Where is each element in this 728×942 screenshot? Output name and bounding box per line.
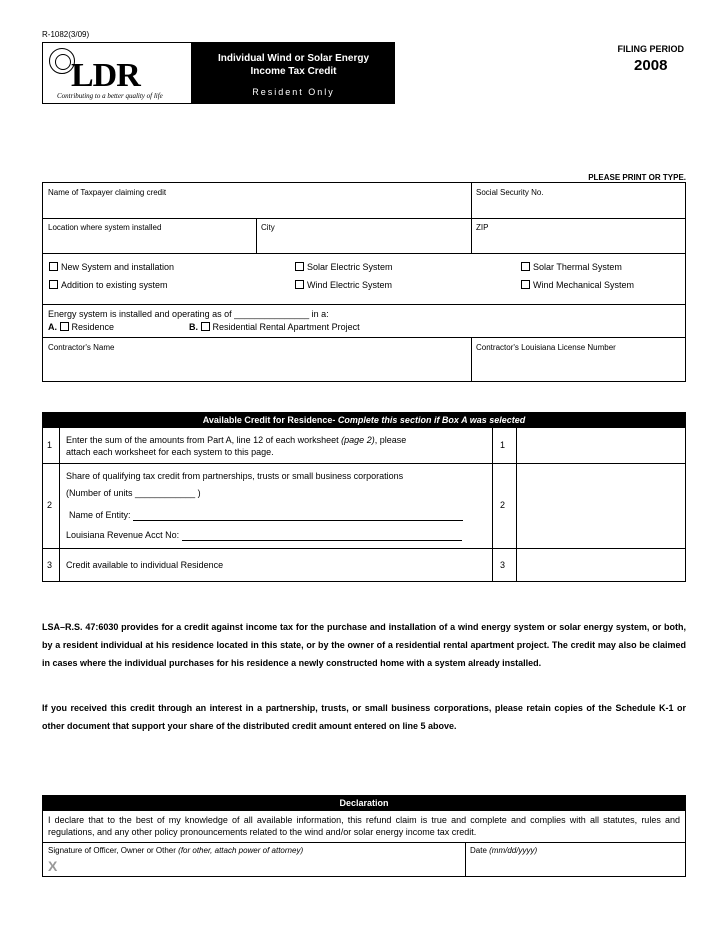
filing-period — [617, 44, 684, 74]
filing-period-label: FILING PERIOD — [617, 44, 684, 54]
box-b-checkbox[interactable] — [201, 322, 210, 331]
box-b-option[interactable]: B. Residential Rental Apartment Project — [189, 322, 360, 332]
form-title-line2: Income Tax Credit — [250, 66, 337, 77]
taxpayer-info-block — [42, 182, 686, 382]
line1-amount-field[interactable] — [517, 429, 683, 462]
new-system-checkbox[interactable] — [49, 262, 58, 271]
solar-electric-option[interactable]: Solar Electric System — [295, 262, 393, 272]
legal-paragraph-2: If you received this credit through an interest in a partnership, trusts, or small business corporations, please retain copies of the Schedule K-1 or other document that support your share of the distributed credit amount entered on line 5 above. — [42, 703, 686, 731]
legal-paragraph-1: LSA–R.S. 47:6030 provides for a credit against income tax for the purchase and installation of a wind energy system or solar energy system, or both, by a resident individual at his residence located in this state, or by the owner of a residential rental apartment project. The credit may also be claimed in cases where the individual purchases for his residence a newly constructed home with a system already installed. — [42, 622, 686, 668]
line3-amount-field[interactable] — [517, 549, 683, 581]
line2-acct: Louisiana Revenue Acct No: — [66, 530, 462, 541]
entity-name-field[interactable] — [133, 510, 463, 521]
declaration-block — [42, 811, 686, 877]
solar-electric-checkbox[interactable] — [295, 262, 304, 271]
sign-here-mark: X — [48, 858, 58, 874]
wind-electric-checkbox[interactable] — [295, 280, 304, 289]
logo-letters: LDR — [71, 57, 140, 94]
wind-electric-option[interactable]: Wind Electric System — [295, 280, 392, 290]
line3-description: Credit available to individual Residence — [66, 560, 224, 570]
addition-option[interactable]: Addition to existing system — [49, 280, 168, 290]
taxpayer-name-field[interactable]: Name of Taxpayer claiming credit — [48, 188, 167, 197]
form-title-line1: Individual Wind or Solar Energy — [217, 53, 370, 64]
signature-field[interactable]: Signature of Officer, Owner or Other (for other, attach power of attorney) — [48, 846, 304, 855]
line2-amount-field[interactable] — [517, 464, 683, 548]
logo-tagline: Contributing to a better quality of life — [57, 92, 163, 100]
ssn-field[interactable]: Social Security No. — [476, 188, 544, 197]
line1-box-number: 1 — [500, 440, 506, 450]
zip-field[interactable]: ZIP — [476, 223, 489, 232]
line2-box-number: 2 — [500, 500, 506, 510]
form-title-banner — [192, 42, 395, 104]
solar-thermal-checkbox[interactable] — [521, 262, 530, 271]
location-field[interactable]: Location where system installed — [48, 223, 162, 232]
filing-year: 2008 — [634, 57, 668, 74]
solar-thermal-option[interactable]: Solar Thermal System — [521, 262, 622, 272]
credit-section-table — [42, 428, 686, 582]
city-field[interactable]: City — [261, 223, 275, 232]
form-id: R-1082(3/09) — [42, 30, 90, 39]
wind-mechanical-checkbox[interactable] — [521, 280, 530, 289]
line3-box-number: 3 — [500, 560, 506, 570]
contractor-name-field[interactable]: Contractor's Name — [48, 343, 115, 352]
resident-only: Resident Only — [252, 87, 335, 97]
line2-entity: Name of Entity: — [69, 510, 463, 521]
energy-statement: Energy system is installed and operating as of _______________ in a: — [48, 309, 329, 319]
box-a-checkbox[interactable] — [60, 322, 69, 331]
new-system-option[interactable]: New System and installation — [49, 262, 174, 272]
ldr-logo — [42, 42, 192, 104]
addition-checkbox[interactable] — [49, 280, 58, 289]
print-note: PLEASE PRINT OR TYPE. — [588, 173, 686, 182]
line2-description: Share of qualifying tax credit from partnerships, trusts or small business corporations — [66, 471, 404, 481]
declaration-header: Declaration — [42, 795, 686, 811]
wind-mechanical-option[interactable]: Wind Mechanical System — [521, 280, 634, 290]
line2-units: (Number of units ____________ ) — [66, 488, 201, 498]
line3-number: 3 — [47, 560, 53, 570]
contractor-license-field[interactable]: Contractor's Louisiana License Number — [476, 343, 616, 352]
credit-section-header: Available Credit for Residence- Complete this section if Box A was selected — [42, 412, 686, 428]
revenue-acct-field[interactable] — [182, 530, 462, 541]
line1-number: 1 — [47, 440, 53, 450]
box-a-option[interactable]: A. Residence — [48, 322, 115, 332]
declaration-text: I declare that to the best of my knowledge of all available information, this refund claim is true and complete and complies with all statutes, rules and regulations, and any other policy pronouncements related to the wind and/or solar energy income tax credit. — [48, 815, 680, 837]
line1-description: Enter the sum of the amounts from Part A, line 12 of each worksheet (page 2), please attach each worksheet for each system to this page. — [66, 435, 407, 457]
line2-number: 2 — [47, 500, 53, 510]
date-field[interactable]: Date (mm/dd/yyyy) — [470, 846, 538, 855]
